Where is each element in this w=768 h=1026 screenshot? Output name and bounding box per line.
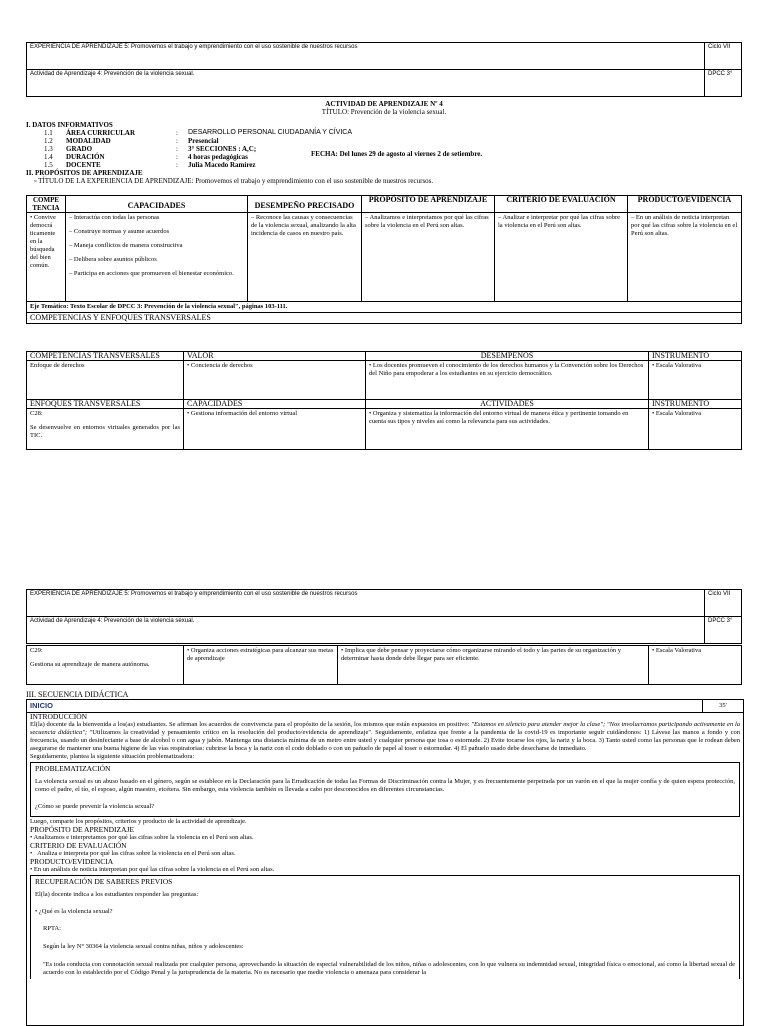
act28-cell: • Organiza y sistematiza la información del entorno virtual de manera ética y pertinente tomando en cuenta sus tipos y niveles así como la relevancia para sus actividades. [366, 409, 649, 450]
datos-label: DOCENTE [66, 161, 101, 169]
instrumento-cell: • Escala Valorativa [649, 361, 742, 400]
actividad-label-2: Actividad de Aprendizaje 4: Prevención de la violencia sexual. [27, 617, 705, 644]
datos-row [44, 137, 742, 145]
col-criterio: CRITERIO DE EVALUACIÓN [495, 196, 628, 213]
col-capacidades-b: CAPACIDADES [184, 400, 366, 409]
problematizacion-text: La violencia sexual es un abuso basado en el género, según se establece en la Declaración para la Erradicación de todas las Formas de Discriminación contra la Mujer, y es frecuentemente perpetrada por un varón en el que la mujer confía y de quien espera protección, como el padre, el tío, el esposo, algún maestro, etcétera. Sin embargo, esta violencia también es llevada a cabo por desconocidos en diferentes circunstancias. [35, 778, 735, 793]
ciclo-label-2: Ciclo VII [705, 590, 742, 617]
ley-text: Según la ley N° 30364 la violencia sexual contra niñas, niños y adolescentes: [43, 943, 244, 950]
ley-quote: "Es toda conducta con connotación sexual realizada por cualquier persona, aprovechando la situación de especial vulnerabilidad de los niños, niñas o adolescentes, con lo que vulnera su indemnidad sexual, integridad física o emocional, así como la libertad sexual de acuerdo con lo establecido por el Código Penal y la jurisprudencia de la materia. No es necesario que medie violencia o amenaza para considerar la [43, 961, 735, 976]
problematizacion-question: ¿Cómo se puede prevenir la violencia sexual? [35, 803, 155, 810]
proposito-item: • Analizamos e interpretamos por qué las cifras sobre la violencia en el Perú son altas. [30, 834, 254, 841]
datos-num: 1.3 [44, 145, 53, 153]
capacidad-text: Maneja conflictos de manera constructiva [73, 242, 183, 249]
titulo-experiencia-text: TÍTULO DE LA EXPERIENCIA DE APRENDIZAJE: Promovemos el trabajo y emprendimiento con el uso sostenible de nuestros recursos. [38, 177, 434, 185]
proposito-text: Analizamos e interpretamos por qué las cifras sobre la violencia en el Perú son altas. [365, 214, 489, 229]
col-instrumento-b: INSTRUMENTO [649, 400, 742, 409]
cap28-cell: • Gestiona información del entorno virtual [184, 409, 366, 450]
saberes-title: RECUPERACIÓN DE SABERES PREVIOS [35, 877, 173, 886]
instrumento-text: Escala Valorativa [655, 362, 702, 369]
intro-text-3: Seguidamente, plantea la siguiente situación problematizadora: [30, 753, 195, 760]
introduccion-title: INTRODUCCIÓN [30, 712, 88, 721]
rpta-label: RPTA: [43, 925, 61, 932]
act28-text: Organiza y sistematiza la información del entorno virtual de manera ética y pertinente tomando en cuenta sus tipos y niveles así como la relevancia para sus actividades. [369, 410, 629, 425]
proposito-cell: – Analizamos e interpretamos por qué las cifras sobre la violencia en el Perú son altas. [362, 213, 495, 302]
actividad-label: Actividad de Aprendizaje 4: Prevención de la violencia sexual. [27, 70, 705, 97]
cap28-text: Gestiona información del entorno virtual [190, 410, 298, 417]
datos-colon: : [176, 145, 178, 153]
propositos-heading: II. PROPÓSITOS DE APRENDIZAJE [26, 169, 143, 177]
transversales-table-block [26, 351, 742, 450]
datos-label: DURACIÓN [66, 153, 105, 161]
valor-text: Conciencia de derechos [190, 362, 253, 369]
experiencia-label: EXPERIENCIA DE APRENDIZAJE 5: Promovemos el trabajo y emprendimiento con el uso sostenible de nuestros recursos [27, 43, 705, 70]
datos-num: 1.1 [44, 129, 53, 137]
problematizacion-title: PROBLEMATIZACIÓN [35, 764, 111, 773]
datos-label: ÁREA CURRICULAR [66, 129, 136, 137]
datos-colon: : [176, 153, 178, 161]
propositos-table-block [26, 195, 742, 324]
col-enfoques-transversales: ENFOQUES TRANSVERSALES [27, 400, 184, 409]
title-line1: ACTIVIDAD DE APRENDIZAJE Nº 4 [325, 100, 443, 108]
datos-colon: : [176, 129, 178, 137]
cap29-cell: • Organiza acciones estratégicas para alcanzar sus metas de aprendizaje [184, 646, 338, 685]
capacidad-item: – Construye normas y asume acuerdos [69, 228, 170, 235]
criterio-item: • Analiza e interpreta por qué las cifras sobre la violencia en el Perú son altas. [30, 850, 236, 857]
proposito-item-text: Analizamos e interpretamos por qué las cifras sobre la violencia en el Perú son altas. [33, 834, 254, 841]
capacidad-text: Construye normas y asume acuerdos [73, 228, 170, 235]
secuencia-block [26, 699, 744, 1026]
producto-item-text: En un análisis de noticia interpretan por qué las cifras sobre la violencia en el Perú son altas. [33, 866, 275, 873]
c28-label: C28: [30, 410, 43, 417]
saberes-question: • ¿Qué es la violencia sexual? [35, 908, 113, 915]
ciclo-label: Ciclo VII [705, 43, 742, 70]
problematizacion-box [30, 762, 740, 817]
datos-colon: : [176, 161, 178, 169]
col-proposito: PROPÓSITO DE APRENDIZAJE [362, 196, 495, 213]
inst28-cell: • Escala Valorativa [649, 409, 742, 450]
intro-italic: "Estamos en silencio para atender mejor la clase"; "Nos involucramos participando activamente en la secuencia didáctica"; [30, 721, 740, 736]
capacidad-item: – Interactúa con todas las personas [69, 214, 160, 221]
title-line2: TÍTULO: Prevención de la violencia sexual. [321, 108, 447, 116]
capacidad-text: Delibera sobre asuntos públicos [73, 256, 157, 263]
datos-row [44, 161, 742, 169]
introduccion-text [30, 721, 740, 753]
col-capacidades: CAPACIDADES [66, 196, 248, 213]
intro-text-1: El(la) docente da la bienvenida a los(as) estudiantes. Se afirman los acuerdos de convivencia para el propósito de la sesión, los mismos que están expuestos en positivo: [30, 721, 472, 728]
c29-text: Gestiona su aprendizaje de manera autónoma. [30, 661, 150, 668]
datos-label: MODALIDAD [66, 137, 111, 145]
competencia-text: Convive democrá ticamente en la búsqueda del bien común. [30, 214, 56, 269]
c28-text: Se desenvuelve en entornos virtuales generados por las TIC. [30, 424, 180, 439]
producto-item: • En un análisis de noticia interpretan por qué las cifras sobre la violencia en el Perú son altas. [30, 866, 275, 873]
secuencia-heading: III. SECUENCIA DIDÁCTICA [26, 690, 129, 699]
enfoque-cell: Enfoque de derechos [27, 361, 184, 400]
act29-cell: • Implica que debe pensar y proyectarse cómo organizarse mirando el todo y las partes de su organización y determinar hasta donde debe llegar para ser eficiente. [338, 646, 649, 685]
inst29-text: Escala Valorativa [655, 647, 702, 654]
inicio-label: INICIO [30, 701, 53, 710]
c29-label: C29: [30, 647, 43, 654]
proposito-heading: PROPÓSITO DE APRENDIZAJE [30, 825, 135, 834]
competencia-cell: • Convive democrá ticamente en la búsqueda del bien común. [27, 213, 66, 302]
luego-text: Luego, comparte los propósitos, criterios y producto de la actividad de aprendizaje. [30, 818, 247, 825]
capacidad-item: – Participa en acciones que promueven el bienestar económico. [69, 270, 234, 277]
datos-row [44, 129, 742, 137]
datos-num: 1.5 [44, 161, 53, 169]
desempeno-text: Reconoce las causas y consecuencias de la violencia sexual, analizando la alta incidencia de casos en nuestro país. [251, 214, 356, 237]
capacidad-item: – Maneja conflictos de manera constructiva [69, 242, 183, 249]
capacidad-text: Interactúa con todas las personas [73, 214, 160, 221]
fecha-label: FECHA: Del lunes 29 de agosto al viernes 2 de setiembre. [311, 150, 483, 158]
datos-heading: I. DATOS INFORMATIVOS [26, 121, 113, 129]
act29-text: Implica que debe pensar y proyectarse cómo organizarse mirando el todo y las partes de su organización y determinar hasta donde debe llegar para ser eficiente. [341, 647, 621, 662]
desempeno-cell: – Reconoce las causas y consecuencias de la violencia sexual, analizando la alta incidencia de casos en nuestro país. [248, 213, 362, 302]
col-producto: PRODUCTO/EVIDENCIA [628, 196, 742, 213]
intro-text-2: "Utilizamos la creatividad y pensamiento crítico en la resolución del producto/evidencia de aprendizaje". Seguidamente, enfatiza que frente a la pandemia de la covid-19 es importante seguir cuidándonos: 1) Lávese las manos a fondo y con frecuencia, usando un desinfectante a base de alcohol o con agua y jabón. Mantenga una distancia mínima de un metro entre usted y cualquier persona que tosa o estornude. 2) Evite tocarse los ojos, la nariz y la boca. 3) Tanto usted como las personas que le rodean deben asegurarse de mantener una buena higiene de las vías respiratorias: cubrirse la boca y la nariz con el codo doblado o con un pañuelo de papel al toser o estornudar. 4) El pañuelo usado debe desecharse de inmediato. [30, 729, 740, 752]
datos-informativos [26, 121, 742, 185]
datos-value: Presencial [188, 137, 219, 145]
criterio-cell: – Analizar e interpretar por qué las cifras sobre la violencia en el Perú son altas. [495, 213, 628, 302]
datos-label: GRADO [66, 145, 93, 153]
cap29-text: Organiza acciones estratégicas para alcanzar sus metas de aprendizaje [187, 647, 334, 662]
grado-label: DPCC 3° [705, 70, 742, 97]
c28-cell [27, 409, 184, 450]
col-instrumento: INSTRUMENTO [649, 352, 742, 361]
datos-num: 1.2 [44, 137, 53, 145]
datos-value: 3° SECCIONES : A,C; [188, 145, 257, 153]
capacidad-text: Participa en acciones que promueven el bienestar económico. [73, 270, 234, 277]
saberes-text: El(la) docente indica a los estudiantes responder las preguntas: [35, 891, 199, 898]
grado-label-2: DPCC 3° [705, 617, 742, 644]
saberes-question-text: ¿Qué es la violencia sexual? [38, 908, 113, 915]
datos-value: DESARROLLO PERSONAL CIUDADANÍA Y CÍVICA [188, 129, 353, 136]
capacidades-cell [66, 213, 248, 302]
col-actividades: ACTIVIDADES [366, 400, 649, 409]
transversales-heading: COMPETENCIAS Y ENFOQUES TRANSVERSALES [27, 313, 742, 324]
col-desempenos: DESEMPEÑOS [366, 352, 649, 361]
producto-text: En un análisis de noticia interpretan por qué las cifras sobre la violencia en el Perú son altas. [631, 214, 738, 237]
producto-cell: – En un análisis de noticia interpretan por qué las cifras sobre la violencia en el Perú son altas. [628, 213, 742, 302]
document-title [0, 100, 768, 116]
criterio-heading: CRITERIO DE EVALUACIÓN [30, 841, 127, 850]
producto-heading: PRODUCTO/EVIDENCIA [30, 857, 114, 866]
experiencia-label-2: EXPERIENCIA DE APRENDIZAJE 5: Promovemos el trabajo y emprendimiento con el uso sostenible de nuestros recursos [27, 590, 705, 617]
c29-table-block [26, 645, 742, 685]
col-competencia: COMPE TENCIA [27, 196, 66, 213]
desempeno-trans-cell: • Los docentes promueven el conocimiento de los derechos humanos y la Convención sobre los Derechos del Niño para empoderar a los estudiantes en su ejercicio democrático. [366, 361, 649, 400]
page1-header [26, 42, 742, 97]
saberes-previos-box [30, 875, 740, 979]
capacidad-item: – Delibera sobre asuntos públicos [69, 256, 157, 263]
datos-value: 4 horas pedagógicas [188, 153, 248, 161]
datos-value: Julia Macedo Ramírez [188, 161, 256, 169]
criterio-item-text: Analiza e interpreta por qué las cifras sobre la violencia en el Perú son altas. [37, 850, 236, 857]
datos-colon: : [176, 137, 178, 145]
eje-tematico: Eje Temático: Texto Escolar de DPCC 3: Prevención de la violencia sexual", páginas 103-111. [27, 302, 742, 313]
c29-cell [27, 646, 184, 685]
inicio-tiempo: 35' [702, 700, 743, 712]
page2-header [26, 589, 742, 644]
datos-num: 1.4 [44, 153, 53, 161]
inst28-text: Escala Valorativa [655, 410, 702, 417]
col-comp-transversales: COMPETENCIAS TRANSVERSALES [27, 352, 184, 361]
inst29-cell: • Escala Valorativa [649, 646, 742, 685]
titulo-experiencia: ▫ TÍTULO DE LA EXPERIENCIA DE APRENDIZAJE: Promovemos el trabajo y emprendimiento con el uso sostenible de nuestros recursos. [34, 177, 434, 185]
col-valor: VALOR [184, 352, 366, 361]
desempeno-trans-text: Los docentes promueven el conocimiento de los derechos humanos y la Convención sobre los Derechos del Niño para empoderar a los estudiantes en su ejercicio democrático. [369, 362, 644, 377]
valor-cell: • Conciencia de derechos [184, 361, 366, 400]
criterio-text: Analizar e interpretar por qué las cifras sobre la violencia en el Perú son altas. [498, 214, 621, 229]
col-desempeno: DESEMPEÑO PRECISADO [248, 196, 362, 213]
